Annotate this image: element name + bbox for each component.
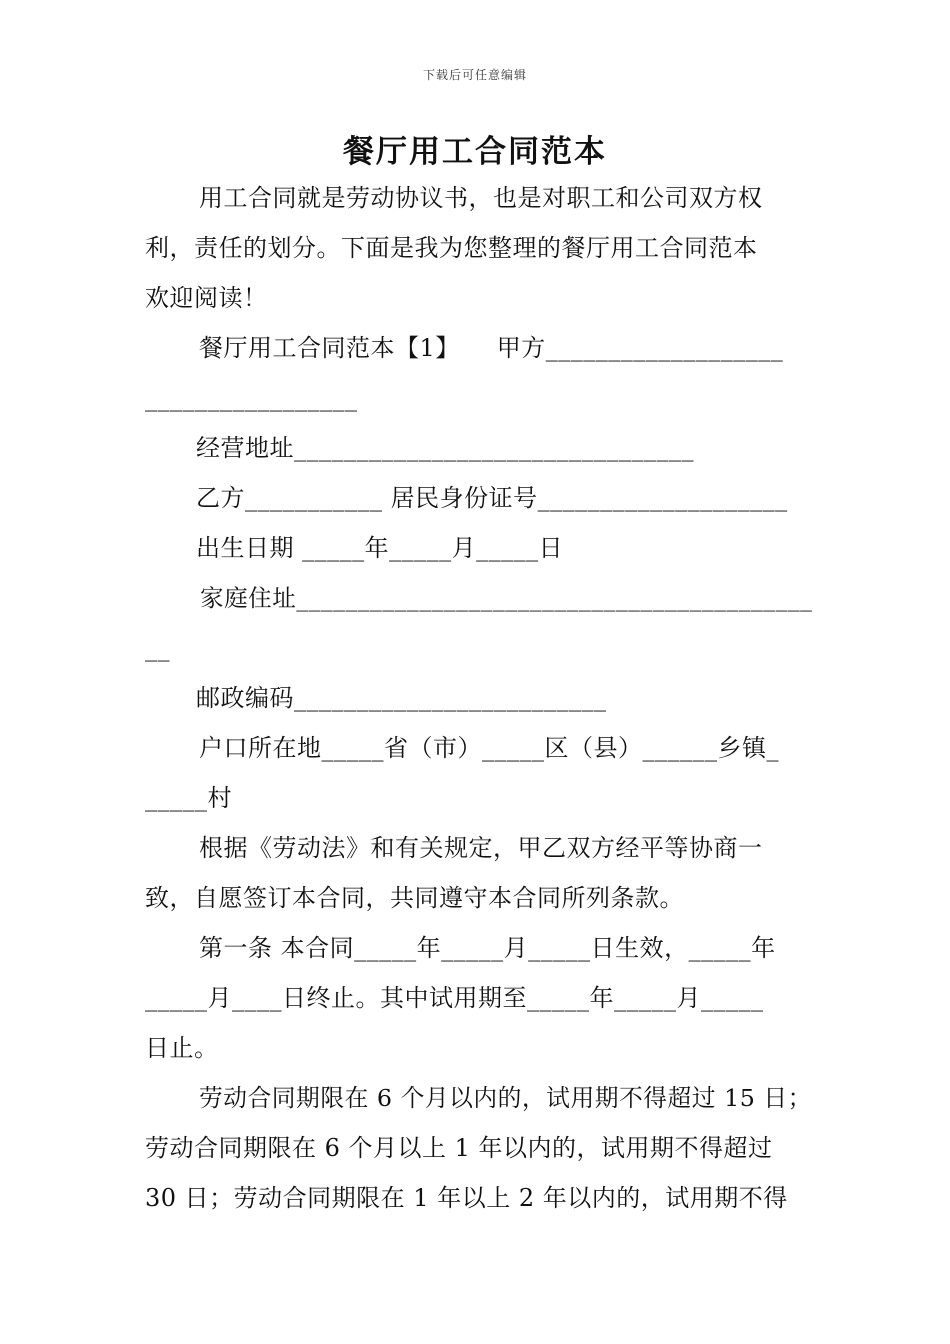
text-line: 家庭住址__________________________________________	[200, 584, 813, 612]
text-line: _____村	[145, 784, 232, 812]
text-line: 户口所在地_____省（市）_____区（县）______乡镇_	[199, 734, 779, 762]
text-line: __	[145, 634, 170, 662]
text-line: 根据《劳动法》和有关规定，甲乙双方经平等协商一	[199, 834, 763, 862]
text-line: _____月____日终止。其中试用期至_____年_____月_____	[145, 984, 764, 1012]
text-line: 利，责任的划分。下面是我为您整理的餐厅用工合同范本	[145, 234, 758, 262]
document-title: 餐厅用工合同范本	[343, 134, 607, 170]
text-line: _________________	[145, 384, 358, 412]
text-line: 劳动合同期限在 6 个月以上 1 年以内的，试用期不得超过	[145, 1134, 773, 1162]
text-line: 出生日期 _____年_____月_____日	[196, 534, 564, 562]
header-note: 下载后可任意编辑	[422, 68, 527, 82]
text-line: 乙方___________ 居民身份证号____________________	[196, 484, 788, 512]
text-line: 餐厅用工合同范本【1】 甲方___________________	[199, 334, 784, 362]
text-line: 经营地址________________________________	[196, 434, 694, 462]
text-line: 邮政编码_________________________	[196, 684, 607, 712]
text-line: 欢迎阅读！	[145, 284, 268, 312]
text-line: 第一条 本合同_____年_____月_____日生效，_____年	[199, 934, 776, 962]
text-line: 劳动合同期限在 6 个月以内的，试用期不得超过 15 日；	[199, 1084, 812, 1112]
text-line: 致，自愿签订本合同，共同遵守本合同所列条款。	[145, 884, 684, 912]
text-line: 30 日；劳动合同期限在 1 年以上 2 年以内的，试用期不得	[145, 1184, 788, 1212]
text-line: 日止。	[145, 1034, 219, 1062]
text-line: 用工合同就是劳动协议书，也是对职工和公司双方权	[199, 184, 763, 212]
